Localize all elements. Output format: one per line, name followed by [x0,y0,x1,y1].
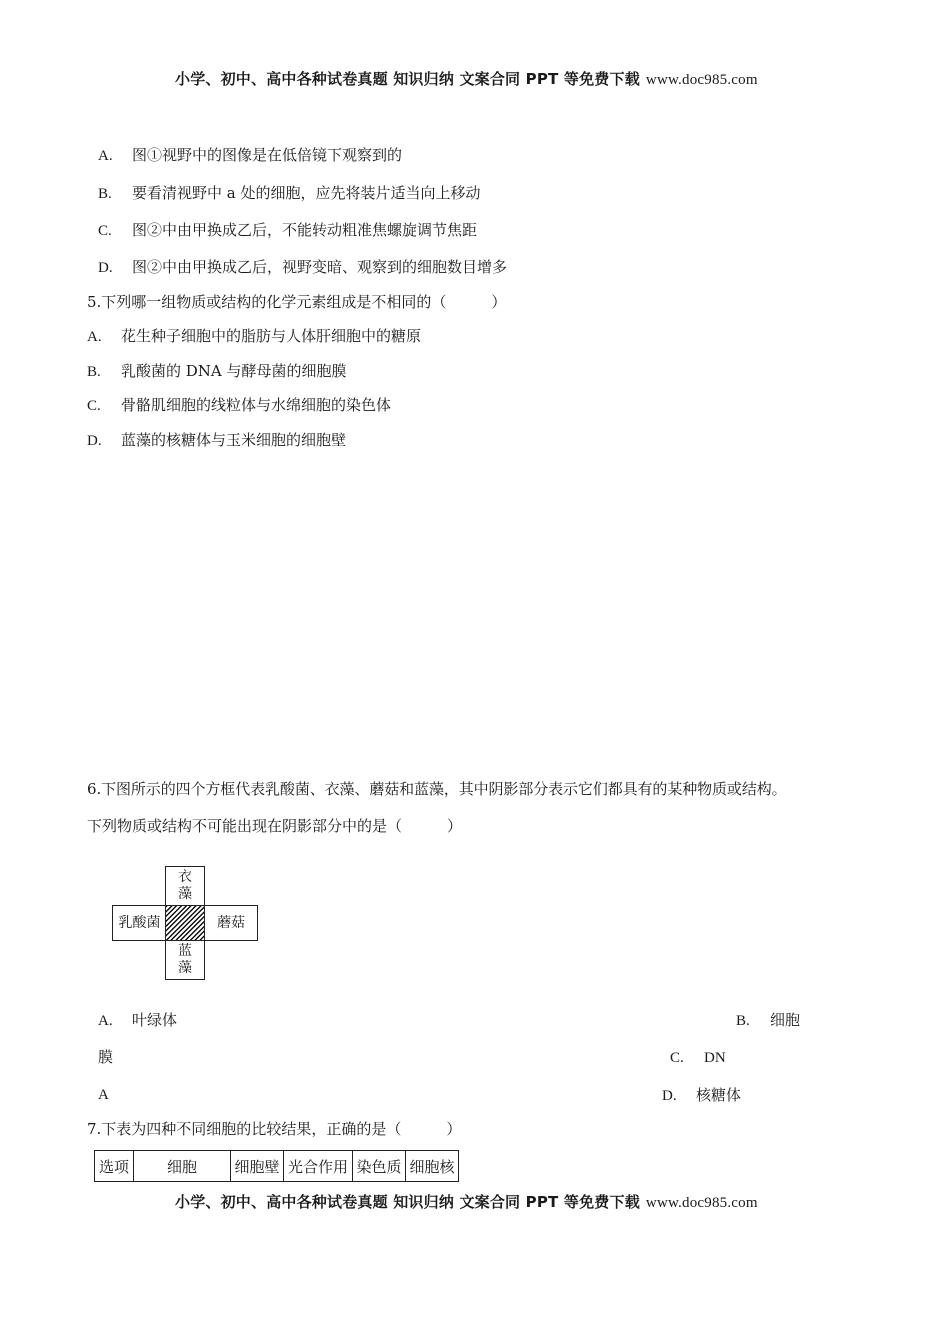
option-letter: D. [87,433,102,449]
page-header [175,68,758,89]
box-label: 衣 [178,869,192,885]
q6-stem-line1: 6.下图所示的四个方框代表乳酸菌、衣藻、蘑菇和蓝藻，其中阴影部分表示它们都具有的某种物质或结构。 [87,780,787,798]
table-header-cell: 细胞核 [406,1151,459,1182]
q4-option-a [98,145,402,166]
option-text: 花生种子细胞中的脂肪与人体肝细胞中的糖原 [121,327,422,345]
option-text: 叶绿体 [132,1011,178,1029]
table-header-cell: 选项 [95,1151,134,1182]
option-text: 细胞 [770,1011,801,1029]
q6-option-b-cont: 膜 [98,1048,114,1066]
q6-option-c [670,1047,726,1068]
q4-option-d [98,257,507,278]
option-text: DN [704,1050,726,1066]
option-text: 图①视野中的图像是在低倍镜下观察到的 [132,146,403,164]
option-letter: A. [98,1013,113,1029]
q6-stem-line2: 下列物质或结构不可能出现在阴影部分中的是（ ） [87,817,463,835]
q5-option-a [87,326,421,347]
option-text: 图②中由甲换成乙后，不能转动粗准焦螺旋调节焦距 [132,221,478,239]
option-letter: C. [98,223,112,239]
option-letter: D. [662,1088,677,1104]
option-text: 乳酸菌的 DNA 与酵母菌的细胞膜 [121,362,347,380]
option-letter: A. [98,148,113,164]
page-footer [175,1191,758,1212]
q5-option-c [87,395,391,416]
option-text: 图②中由甲换成乙后，视野变暗、观察到的细胞数目增多 [132,258,508,276]
box-label: 乳酸菌 [118,914,161,931]
q5-option-b [87,361,347,382]
comparison-table [94,1150,459,1182]
q6-option-d [662,1085,741,1106]
option-letter: C. [670,1050,684,1066]
option-letter: C. [87,398,101,414]
table-header-cell: 染色质 [353,1151,406,1182]
box-label: 蓝 [178,943,192,959]
header-url: www.doc985.com [645,72,758,88]
option-text: 要看清视野中 a 处的细胞，应先将装片适当向上移动 [132,184,481,202]
option-letter: A. [87,329,102,345]
box-lanzao [165,940,205,980]
box-yizao [165,866,205,906]
q6-option-c-cont: A [98,1087,109,1103]
venn-cross-diagram [112,866,258,980]
header-text: 小学、初中、高中各种试卷真题 知识归纳 文案合同 PPT 等免费下载 [175,70,640,88]
option-letter: B. [98,186,112,202]
option-text: 蓝藻的核糖体与玉米细胞的细胞壁 [121,431,347,449]
box-label: 藻 [178,960,192,976]
table-header-cell: 光合作用 [284,1151,353,1182]
table-header-row [95,1151,459,1182]
q7-stem: 7.下表为四种不同细胞的比较结果，正确的是（ ） [87,1120,462,1138]
table-header-cell: 细胞 [134,1151,231,1182]
option-letter: B. [87,364,101,380]
q6-option-b [736,1010,800,1031]
option-letter: B. [736,1013,750,1029]
option-text: 骨骼肌细胞的线粒体与水绵细胞的染色体 [121,396,392,414]
option-letter: D. [98,260,113,276]
footer-text: 小学、初中、高中各种试卷真题 知识归纳 文案合同 PPT 等免费下载 [175,1193,640,1211]
q5-option-d [87,430,346,451]
box-label: 蘑菇 [217,914,245,931]
table-header-cell: 细胞壁 [231,1151,284,1182]
box-rusuanjun [112,905,167,941]
q5-stem: 5.下列哪一组物质或结构的化学元素组成是不相同的（ ） [87,293,507,311]
box-mogu [204,905,258,941]
q4-option-b [98,183,480,204]
footer-url: www.doc985.com [645,1195,758,1211]
option-text: 核糖体 [696,1086,742,1104]
box-label: 藻 [178,886,192,902]
q4-option-c [98,220,477,241]
q6-option-a [98,1010,177,1031]
shaded-intersection [165,905,205,941]
